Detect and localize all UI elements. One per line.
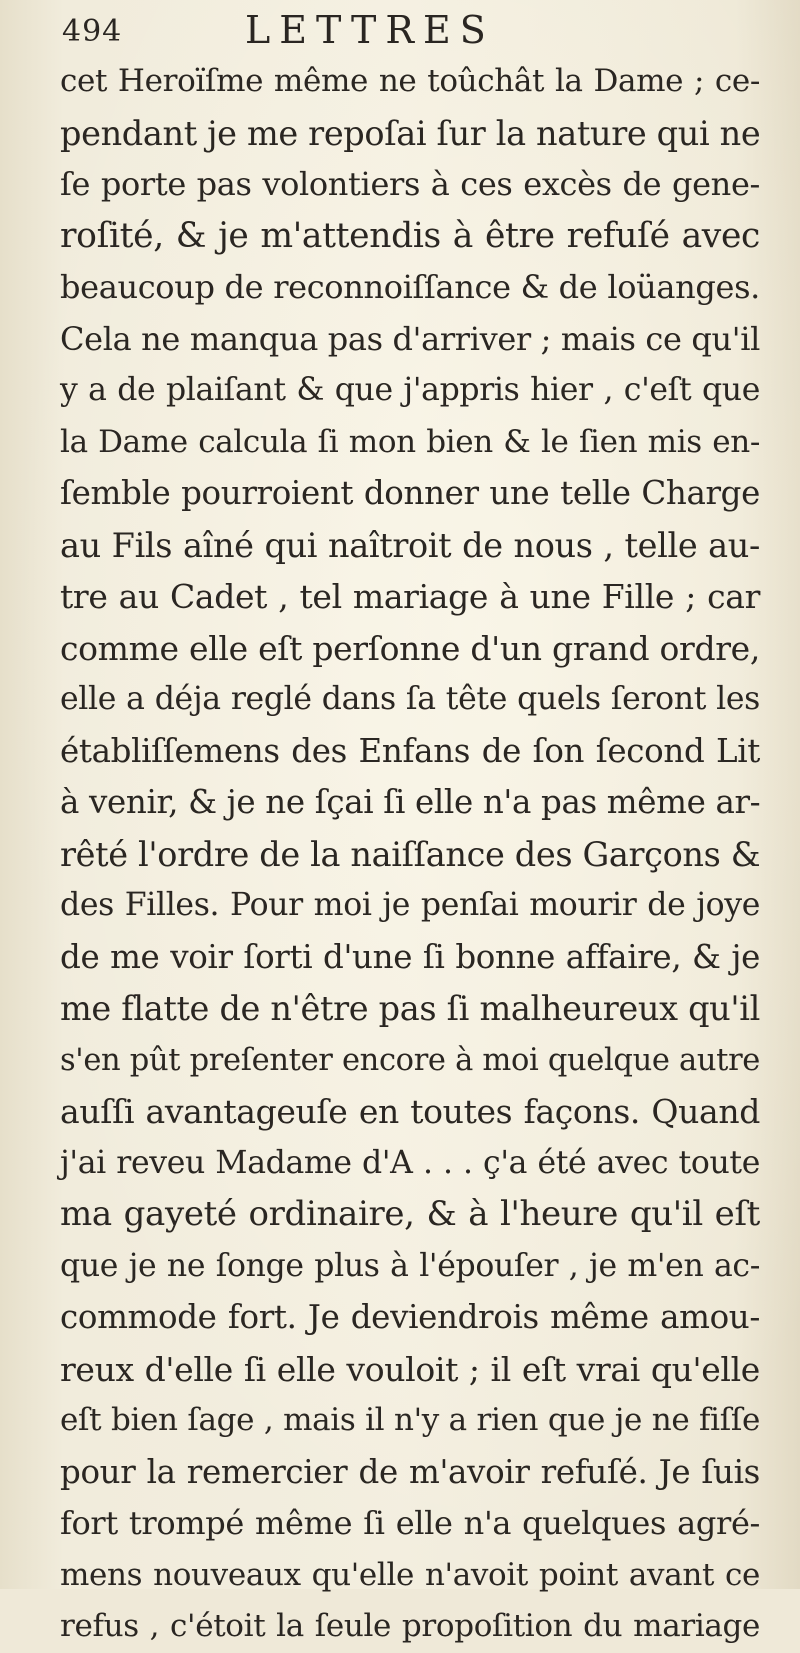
body-text bbox=[60, 56, 760, 1653]
text-line: comme elle eſt perſonne d'un grand ordre, bbox=[60, 628, 760, 668]
text-line: établiſſemens des Enfans de ſon ſecond Lit bbox=[60, 731, 760, 770]
text-line: ma gayeté ordinaire, & à l'heure qu'il eſt bbox=[60, 1194, 760, 1234]
text-line: reux d'elle ſi elle vouloit ; il eſt vrai qu'elle bbox=[60, 1349, 760, 1389]
text-line: roſité, & je m'attendis à être refuſé avec bbox=[60, 215, 760, 256]
text-line: commode fort. Je deviendrois même amou- bbox=[60, 1298, 760, 1336]
text-line: rêté l'ordre de la naiſſance des Garçons & bbox=[60, 834, 761, 874]
text-line: à venir, & je ne ſçai ſi elle n'a pas même ar- bbox=[60, 783, 761, 821]
text-line: pendant je me repoſai ſur la nature qui ne bbox=[60, 113, 761, 153]
text-line: de me voir ſorti d'une ſi bonne affaire, & je bbox=[60, 937, 760, 976]
text-line: elle a déja reglé dans ſa tête quels ſeront les bbox=[60, 681, 760, 717]
text-line: y a de plaiſant & que j'appris hier , c'eſt que bbox=[60, 372, 760, 408]
text-line: mens nouveaux qu'elle n'avoit point avant ce bbox=[60, 1556, 760, 1593]
text-line: cet Heroïſme même ne toûchât la Dame ; ce- bbox=[60, 63, 760, 99]
text-line: eſt bien ſage , mais il n'y a rien que je ne fiſſe bbox=[60, 1402, 760, 1438]
text-line: pour la remercier de m'avoir refuſé. Je ſuis bbox=[60, 1452, 760, 1491]
text-line: ſemble pourroient donner une telle Charge bbox=[60, 474, 760, 512]
text-line: ſe porte pas volontiers à ces excès de gene- bbox=[60, 165, 760, 203]
text-line: que je ne ſonge plus à l'épouſer , je m'en ac- bbox=[60, 1247, 760, 1284]
text-line: Cela ne manqua pas d'arriver ; mais ce qu'il bbox=[60, 319, 761, 358]
text-line: j'ai reveu Madame d'A . . . ç'a été avec toute bbox=[60, 1144, 760, 1181]
page-header bbox=[62, 6, 762, 54]
text-line: fort trompé même ſi elle n'a quelques agré- bbox=[60, 1504, 760, 1542]
text-line: refus , c'étoit la ſeule propoſition du mariage bbox=[60, 1608, 760, 1644]
running-title: LETTRES bbox=[245, 8, 495, 52]
text-line: des Filles. Pour moi je penſai mourir de joye bbox=[60, 887, 760, 923]
text-line: me flatte de n'être pas ſi malheureux qu'il bbox=[60, 989, 760, 1028]
text-line: auſſi avantageuſe en toutes façons. Quand bbox=[60, 1092, 760, 1131]
text-line: au Fils aîné qui naîtroit de nous , telle au- bbox=[60, 525, 760, 565]
text-line: la Dame calcula ſi mon bien & le ſien mis en- bbox=[60, 423, 760, 460]
text-line: tre au Cadet , tel mariage à une Fille ; car bbox=[60, 577, 760, 616]
page-number: 494 bbox=[62, 14, 123, 49]
text-line: s'en pût preſenter encore à moi quelque autre bbox=[60, 1042, 760, 1078]
text-line: beaucoup de reconnoiſſance & de loüanges. bbox=[60, 268, 760, 306]
